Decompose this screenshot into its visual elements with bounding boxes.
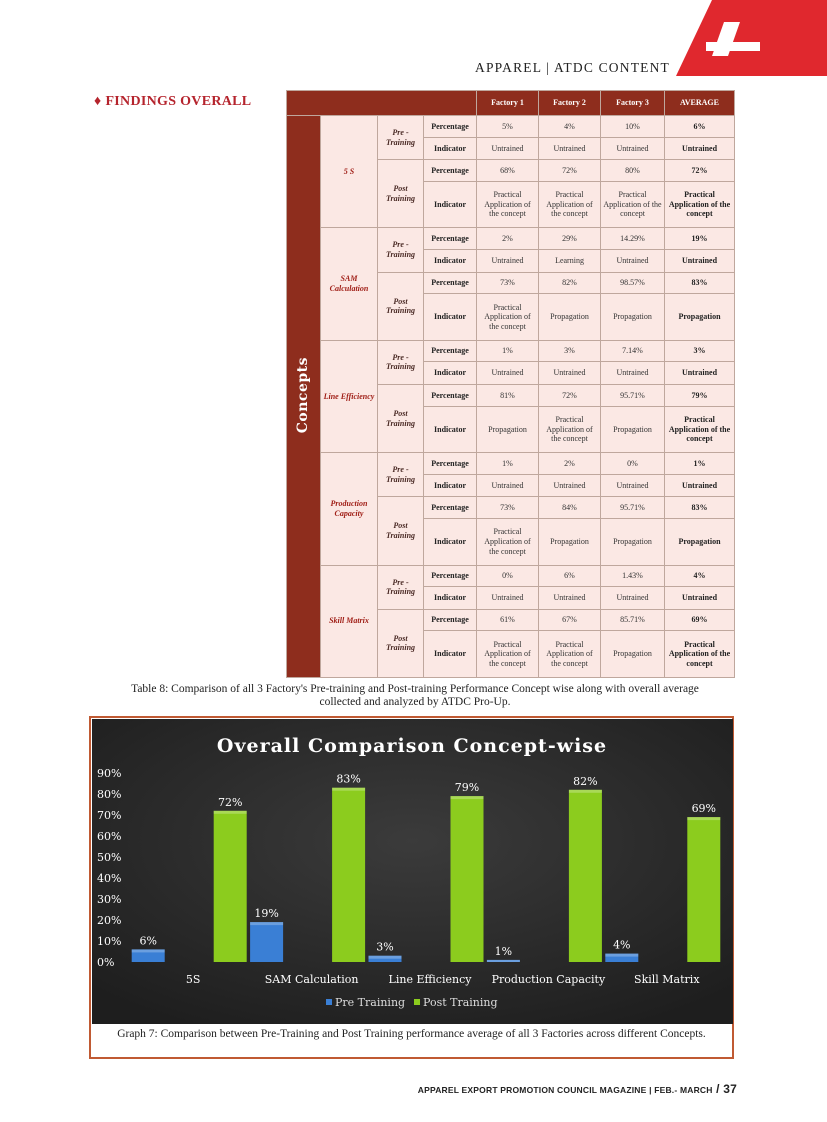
legend-swatch: [326, 999, 332, 1005]
factory-value: Untrained: [601, 474, 665, 497]
factory-value: Propagation: [601, 631, 665, 678]
factory-value: Untrained: [539, 362, 601, 385]
y-tick-label: 50%: [97, 851, 122, 864]
footer-text: APPAREL EXPORT PROMOTION COUNCIL MAGAZINE | FEB.- MARCH: [417, 1085, 713, 1095]
x-category-label: Line Efficiency: [388, 973, 472, 986]
factory-value: 73%: [477, 272, 539, 294]
average-value: 72%: [665, 160, 735, 182]
bar-post-training: [451, 796, 484, 962]
y-tick-label: 80%: [97, 788, 122, 801]
factory-value: Untrained: [539, 137, 601, 160]
average-value: Untrained: [665, 587, 735, 610]
factory-value: 1%: [477, 453, 539, 475]
page-number: / 37: [716, 1082, 737, 1096]
bar-post-training: [332, 788, 365, 962]
average-value: 4%: [665, 565, 735, 587]
column-header: Factory 2: [539, 91, 601, 116]
phase-label: Post Training: [378, 609, 424, 677]
factory-value: Practical Application of the concept: [539, 181, 601, 227]
bar-highlight: [132, 949, 165, 952]
metric-label: Percentage: [424, 228, 477, 250]
data-label: 69%: [691, 802, 717, 816]
legend-label: Post Training: [423, 996, 498, 1009]
metric-label: Indicator: [424, 406, 477, 452]
findings-heading: [94, 94, 251, 110]
phase-label: Post Training: [378, 497, 424, 565]
phase-label: Post Training: [378, 160, 424, 228]
chart-container: [89, 716, 734, 1059]
factory-value: Untrained: [601, 249, 665, 272]
factory-value: 68%: [477, 160, 539, 182]
x-category-label: Production Capacity: [491, 973, 606, 986]
factory-value: 1.43%: [601, 565, 665, 587]
data-label: 1%: [494, 944, 513, 958]
factory-value: 81%: [477, 385, 539, 407]
factory-value: Practical Application of the concept: [477, 631, 539, 678]
metric-label: Percentage: [424, 453, 477, 475]
findings-table-container: [286, 90, 734, 678]
average-value: Practical Application of the concept: [665, 406, 735, 452]
factory-value: 14.29%: [601, 228, 665, 250]
factory-value: Untrained: [601, 362, 665, 385]
data-label: 82%: [573, 774, 598, 788]
factory-value: Propagation: [539, 519, 601, 565]
factory-value: 67%: [539, 609, 601, 631]
factory-value: 73%: [477, 497, 539, 519]
factory-value: Untrained: [477, 249, 539, 272]
factory-value: 0%: [477, 565, 539, 587]
metric-label: Percentage: [424, 497, 477, 519]
bar-post-training: [569, 790, 602, 962]
metric-label: Percentage: [424, 385, 477, 407]
legend-swatch: [414, 999, 420, 1005]
bar-post-training: [687, 817, 720, 962]
factory-value: 4%: [539, 116, 601, 138]
factory-value: Untrained: [477, 137, 539, 160]
factory-value: Untrained: [601, 587, 665, 610]
data-label: 3%: [376, 940, 394, 954]
factory-value: Learning: [539, 249, 601, 272]
concept-name: Production Capacity: [321, 453, 378, 565]
x-category-label: SAM Calculation: [264, 973, 359, 986]
y-tick-label: 40%: [97, 872, 122, 885]
phase-label: Pre - Training: [378, 228, 424, 272]
factory-value: 61%: [477, 609, 539, 631]
bar-highlight: [569, 790, 602, 793]
average-value: Practical Application of the concept: [665, 631, 735, 678]
phase-label: Post Training: [378, 272, 424, 340]
metric-label: Indicator: [424, 519, 477, 565]
metric-label: Percentage: [424, 160, 477, 182]
factory-value: 80%: [601, 160, 665, 182]
data-label: 79%: [454, 781, 480, 795]
factory-value: Practical Application of the concept: [477, 519, 539, 565]
table-row: [287, 453, 735, 475]
average-value: Untrained: [665, 474, 735, 497]
factory-value: 2%: [539, 453, 601, 475]
y-tick-label: 20%: [97, 914, 122, 927]
concepts-side-label: Concepts: [295, 357, 312, 434]
bar-highlight: [687, 817, 720, 820]
factory-value: 29%: [539, 228, 601, 250]
average-value: 6%: [665, 116, 735, 138]
findings-heading-text: FINDINGS OVERALL: [105, 94, 252, 109]
y-tick-label: 30%: [97, 893, 122, 906]
metric-label: Indicator: [424, 181, 477, 227]
x-category-label: Skill Matrix: [634, 973, 700, 986]
bar-highlight: [451, 796, 484, 799]
factory-value: 98.57%: [601, 272, 665, 294]
y-tick-label: 10%: [97, 935, 122, 948]
metric-label: Percentage: [424, 272, 477, 294]
column-header: AVERAGE: [665, 91, 735, 116]
factory-value: 95.71%: [601, 385, 665, 407]
publication-section: APPAREL | ATDC CONTENT: [475, 60, 670, 75]
table-row: [287, 565, 735, 587]
bar-highlight: [605, 954, 638, 957]
metric-label: Percentage: [424, 116, 477, 138]
factory-value: Propagation: [539, 294, 601, 340]
diamond-bullet-icon: ♦: [94, 94, 102, 109]
x-category-label: 5S: [185, 973, 201, 986]
bar-highlight: [332, 788, 365, 791]
legend-label: Pre Training: [335, 996, 406, 1009]
bar-highlight: [214, 811, 247, 814]
factory-value: 0%: [601, 453, 665, 475]
factory-value: Untrained: [601, 137, 665, 160]
table-row: [287, 340, 735, 362]
phase-label: Post Training: [378, 385, 424, 453]
factory-value: Practical Application of the concept: [539, 406, 601, 452]
average-value: 19%: [665, 228, 735, 250]
bar-post-training: [214, 811, 247, 962]
concept-name: Skill Matrix: [321, 565, 378, 678]
bar-highlight: [250, 922, 283, 925]
y-tick-label: 70%: [97, 809, 122, 822]
concept-name: Line Efficiency: [321, 340, 378, 452]
y-tick-label: 90%: [97, 767, 122, 780]
factory-value: 7.14%: [601, 340, 665, 362]
factory-value: Untrained: [539, 587, 601, 610]
phase-label: Pre - Training: [378, 340, 424, 384]
factory-value: 84%: [539, 497, 601, 519]
average-value: Propagation: [665, 294, 735, 340]
factory-value: Untrained: [539, 474, 601, 497]
average-value: 1%: [665, 453, 735, 475]
metric-label: Indicator: [424, 294, 477, 340]
data-label: 19%: [254, 907, 279, 921]
metric-label: Indicator: [424, 474, 477, 497]
average-value: Untrained: [665, 137, 735, 160]
factory-value: 10%: [601, 116, 665, 138]
table-caption: Table 8: Comparison of all 3 Factory's Pre-training and Post-training Performance Concept wise along with overall average collected and analyzed by ATDC Pro-Up.: [131, 683, 699, 709]
factory-value: Practical Application of the concept: [601, 181, 665, 227]
factory-value: 6%: [539, 565, 601, 587]
factory-value: Untrained: [477, 362, 539, 385]
phase-label: Pre - Training: [378, 453, 424, 497]
concept-name: 5 S: [321, 116, 378, 228]
metric-label: Indicator: [424, 249, 477, 272]
factory-value: Propagation: [477, 406, 539, 452]
column-header: Factory 1: [477, 91, 539, 116]
factory-value: 2%: [477, 228, 539, 250]
factory-value: 72%: [539, 160, 601, 182]
average-value: 83%: [665, 272, 735, 294]
metric-label: Percentage: [424, 609, 477, 631]
factory-value: 72%: [539, 385, 601, 407]
factory-value: Untrained: [477, 587, 539, 610]
factory-value: 3%: [539, 340, 601, 362]
data-label: 6%: [139, 934, 157, 948]
factory-value: Practical Application of the concept: [539, 631, 601, 678]
average-value: 79%: [665, 385, 735, 407]
metric-label: Percentage: [424, 565, 477, 587]
column-header: Factory 3: [601, 91, 665, 116]
average-value: Untrained: [665, 362, 735, 385]
y-tick-label: 0%: [97, 956, 115, 969]
footer: [418, 1082, 737, 1096]
metric-label: Indicator: [424, 631, 477, 678]
average-value: 69%: [665, 609, 735, 631]
phase-label: Pre - Training: [378, 565, 424, 609]
metric-label: Indicator: [424, 587, 477, 610]
average-value: 83%: [665, 497, 735, 519]
bar-highlight: [369, 956, 402, 959]
bar-pre-training: [250, 922, 283, 962]
factory-value: Practical Application of the concept: [477, 181, 539, 227]
atdc-logo-icon: [676, 0, 827, 76]
table-header-row: [287, 91, 735, 116]
bar-highlight: [487, 960, 520, 962]
phase-label: Pre - Training: [378, 116, 424, 160]
average-value: Propagation: [665, 519, 735, 565]
findings-table: [286, 90, 735, 678]
comparison-bar-chart: [92, 719, 733, 1024]
average-value: Practical Application of the concept: [665, 181, 735, 227]
metric-label: Percentage: [424, 340, 477, 362]
factory-value: Propagation: [601, 294, 665, 340]
factory-value: 82%: [539, 272, 601, 294]
average-value: 3%: [665, 340, 735, 362]
header-blank-cell: [287, 91, 477, 116]
y-tick-label: 60%: [97, 830, 122, 843]
average-value: Untrained: [665, 249, 735, 272]
chart-title: Overall Comparison Concept-wise: [216, 735, 608, 757]
table-row: [287, 228, 735, 250]
factory-value: Untrained: [477, 474, 539, 497]
factory-value: Practical Application of the concept: [477, 294, 539, 340]
factory-value: 1%: [477, 340, 539, 362]
factory-value: 5%: [477, 116, 539, 138]
data-label: 72%: [217, 795, 243, 809]
factory-value: 95.71%: [601, 497, 665, 519]
concepts-side-label-cell: [287, 116, 321, 678]
factory-value: Propagation: [601, 519, 665, 565]
metric-label: Indicator: [424, 137, 477, 160]
table-row: [287, 116, 735, 138]
factory-value: 85.71%: [601, 609, 665, 631]
data-label: 4%: [613, 938, 631, 952]
factory-value: Propagation: [601, 406, 665, 452]
chart-caption: Graph 7: Comparison between Pre-Training and Post Training performance average of all 3 Factories across different Concepts.: [117, 1028, 706, 1040]
data-label: 83%: [336, 772, 361, 786]
metric-label: Indicator: [424, 362, 477, 385]
concept-name: SAM Calculation: [321, 228, 378, 340]
